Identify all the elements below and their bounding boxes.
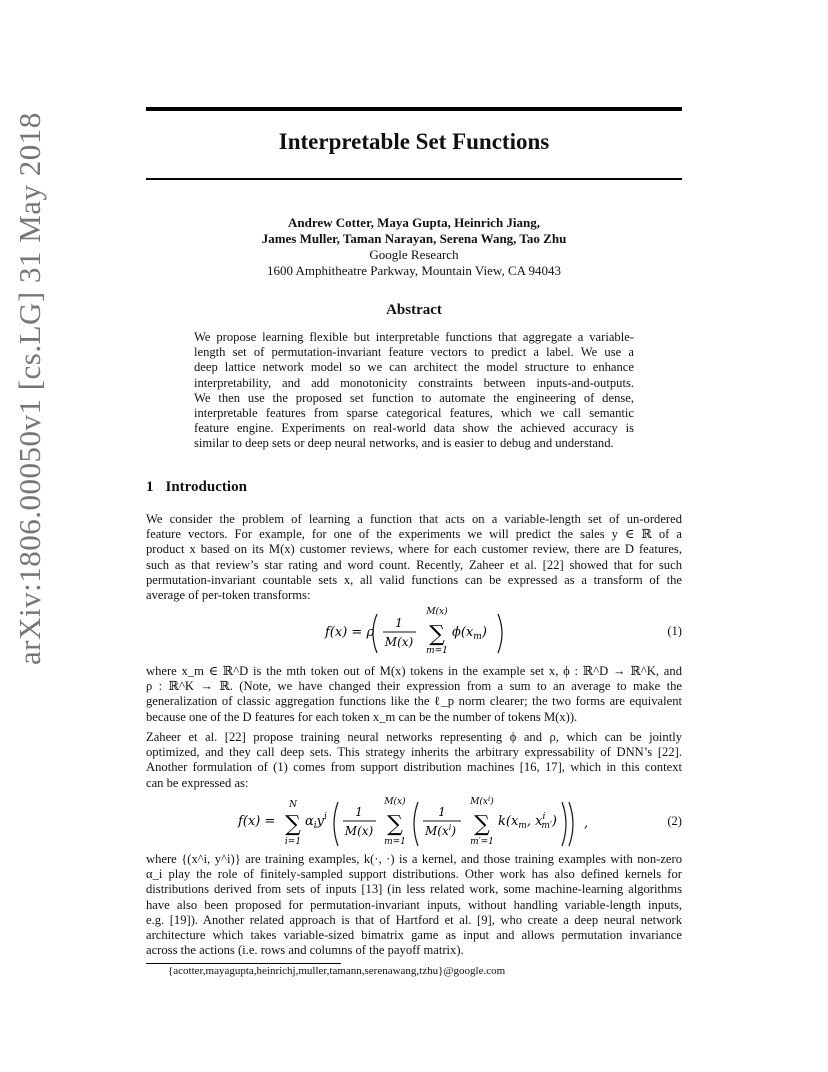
equation-1-number: (1)	[667, 624, 682, 638]
eq2-sum2-bot: m=1	[384, 837, 406, 847]
paragraph-1-line: permutation-invariant countable sets x, all valid functions can be expressed as a transform of the	[146, 572, 682, 587]
abstract-line: feature engine. Experiments on real-world data show the achieved accuracy is	[194, 421, 634, 436]
paragraph-1-line: average of per-token transforms:	[146, 588, 311, 602]
eq2-sum1-top: N	[289, 800, 297, 810]
eq2-sum3-top: $M(x^i)$	[470, 795, 494, 807]
eq2-sum1-bot: i=1	[284, 837, 302, 847]
eq2-sum2-top: M(x)	[384, 797, 406, 807]
abstract-line: We then use the proposed set function to automate the engineering of dense,	[194, 390, 634, 405]
paragraph-1-line: We consider the problem of learning a function that acts on a variable-length set of un-ordered	[146, 512, 682, 526]
eq1-frac-den: M(x)	[384, 635, 414, 649]
eq2-sum3-sign: ∑	[474, 812, 490, 837]
paragraph-4-line: architecture which takes variable-sized bimatrix game as input and allows permutation invariance	[146, 928, 682, 942]
title-bottom-rule	[146, 178, 682, 180]
equation-1-svg	[325, 605, 515, 661]
eq2-frac1-num: 1	[355, 805, 363, 819]
paragraph-1-line: feature vectors. For example, for one of the experiments we will predict the sales y ∈ ℝ of a	[146, 527, 682, 542]
eq2-sum2-sign: ∑	[387, 812, 403, 837]
paragraph-2-line: ρ : ℝ^K → ℝ. (Note, we have changed their expression from a sum to an average to make the	[146, 679, 682, 694]
arxiv-identifier: arXiv:1806.00050v1 [cs.LG] 31 May 2018	[12, 112, 47, 665]
eq2-frac2-num: 1	[438, 805, 446, 819]
abstract-line: length set of permutation-invariant feature vectors to predict a label. We use a	[194, 345, 634, 360]
section-title: Introduction	[165, 479, 247, 495]
authors-line-1: Andrew Cotter, Maya Gupta, Heinrich Jiang,	[287, 215, 541, 230]
eq2-left-paren-1	[334, 802, 338, 846]
paragraph-4-line: where {(x^i, y^i)} are training examples, k(·, ·) is a kernel, and those training examples with non-zero	[146, 852, 682, 866]
eq1-right-paren	[498, 614, 502, 653]
eq2-frac1-den: M(x)	[344, 824, 374, 838]
paragraph-2-line: because one of the D features for each token x_m can be the number of tokens M(x)).	[146, 709, 578, 724]
equation-2-svg	[238, 794, 598, 854]
paragraph-3-line: Another formulation of (1) comes from support distribution machines [16, 17], which in this context	[146, 760, 682, 775]
affiliation: Google Research	[369, 247, 459, 262]
paragraph-4-line: α_i play the role of finitely-sampled support distributions. Other work has also defined kernels for	[146, 867, 682, 882]
eq2-frac2-den: $M(x^i)$	[425, 823, 456, 838]
paragraph-1-line: such as that review’s star rating and word count. Recently, Zaheer et al. [22] showed that for such	[146, 557, 682, 572]
eq2-left-paren-2	[414, 802, 418, 846]
paper-title: Interpretable Set Functions	[278, 129, 550, 154]
paragraph-4-line: distributions derived from sets of inputs [13] (in less related work, some machine-learning algorithms	[146, 882, 682, 897]
eq1-sum-top: M(x)	[426, 607, 448, 617]
eq1-sum-sign: ∑	[429, 622, 445, 647]
abstract-line: deep lattice network model so we can architect the model structure to enhance	[194, 360, 634, 375]
footnote-rule	[146, 963, 341, 964]
eq1-sum-bot: m=1	[426, 646, 448, 656]
paragraph-4-line: e.g. [19]). Another related approach is that of Hartford et al. [9], who create a deep neural network	[146, 912, 682, 927]
paragraph-3-line: can be expressed as:	[146, 775, 249, 790]
eq2-sum3-bot: m′=1	[470, 837, 494, 847]
footnote: {acotter,mayagupta,heinrichj,muller,tamann,serenawang,tzhu}@google.com	[168, 965, 506, 977]
eq1-frac-num: 1	[395, 616, 403, 630]
paragraph-2-line: where x_m ∈ ℝ^D is the mth token out of M(x) tokens in the example set x, ϕ : ℝ^D → ℝ^K, and	[146, 664, 682, 678]
equation-2-number: (2)	[667, 814, 682, 828]
abstract-heading: Abstract	[386, 302, 442, 318]
eq2-comma: ,	[584, 816, 589, 831]
paragraph-4-line: across the actions (i.e. rows and columns of the payoff matrix).	[146, 943, 464, 958]
paragraph-4-line: have also been proposed for permutation-invariant inputs, without handling variable-length inputs,	[146, 897, 682, 912]
address: 1600 Amphitheatre Parkway, Mountain View, CA 94043	[266, 263, 562, 278]
eq2-term1: $\alpha_iy^i$	[305, 812, 327, 831]
eq1-lhs: f(x) = ρ	[325, 625, 375, 640]
section-heading	[146, 479, 247, 496]
paragraph-3-line: Zaheer et al. [22] propose training neural networks representing ϕ and ρ, which can be jointly	[146, 730, 682, 744]
paragraph-2-line: generalization of classic aggregation functions like the ℓ_p norm clearer; the two forms are equivalent	[146, 694, 682, 709]
eq2-lhs: f(x) =	[238, 814, 276, 829]
title-top-rule	[146, 107, 682, 111]
section-number: 1	[146, 479, 154, 495]
eq1-body: $\phi(x_m)$	[452, 625, 487, 642]
eq2-sum1-sign: ∑	[285, 812, 301, 837]
eq2-kernel: $k(x_m$, $x^i$ m′)	[498, 812, 557, 831]
eq2-right-paren-2	[562, 802, 566, 846]
authors-line-2: James Muller, Taman Narayan, Serena Wang, Tao Zhu	[261, 231, 567, 246]
paragraph-1-line: product x based on its M(x) customer reviews, where for each customer review, there are D features,	[146, 542, 682, 557]
eq1-left-paren	[373, 614, 377, 653]
paragraph-3-line: optimized, and they call deep sets. This strategy inherits the arbitrary expressability of DNN’s [22].	[146, 745, 682, 760]
abstract-line: similar to deep sets or deep neural networks, and is easier to debug and understand.	[194, 436, 614, 451]
abstract-line: interpretable features from sparse categorical features, which we call semantic	[194, 406, 634, 420]
abstract-line: interpretability, and add monotonicity constraints between inputs-and-outputs.	[194, 375, 634, 390]
eq2-right-paren-1	[569, 802, 573, 846]
abstract-line: We propose learning flexible but interpretable functions that aggregate a variable-	[194, 330, 634, 344]
